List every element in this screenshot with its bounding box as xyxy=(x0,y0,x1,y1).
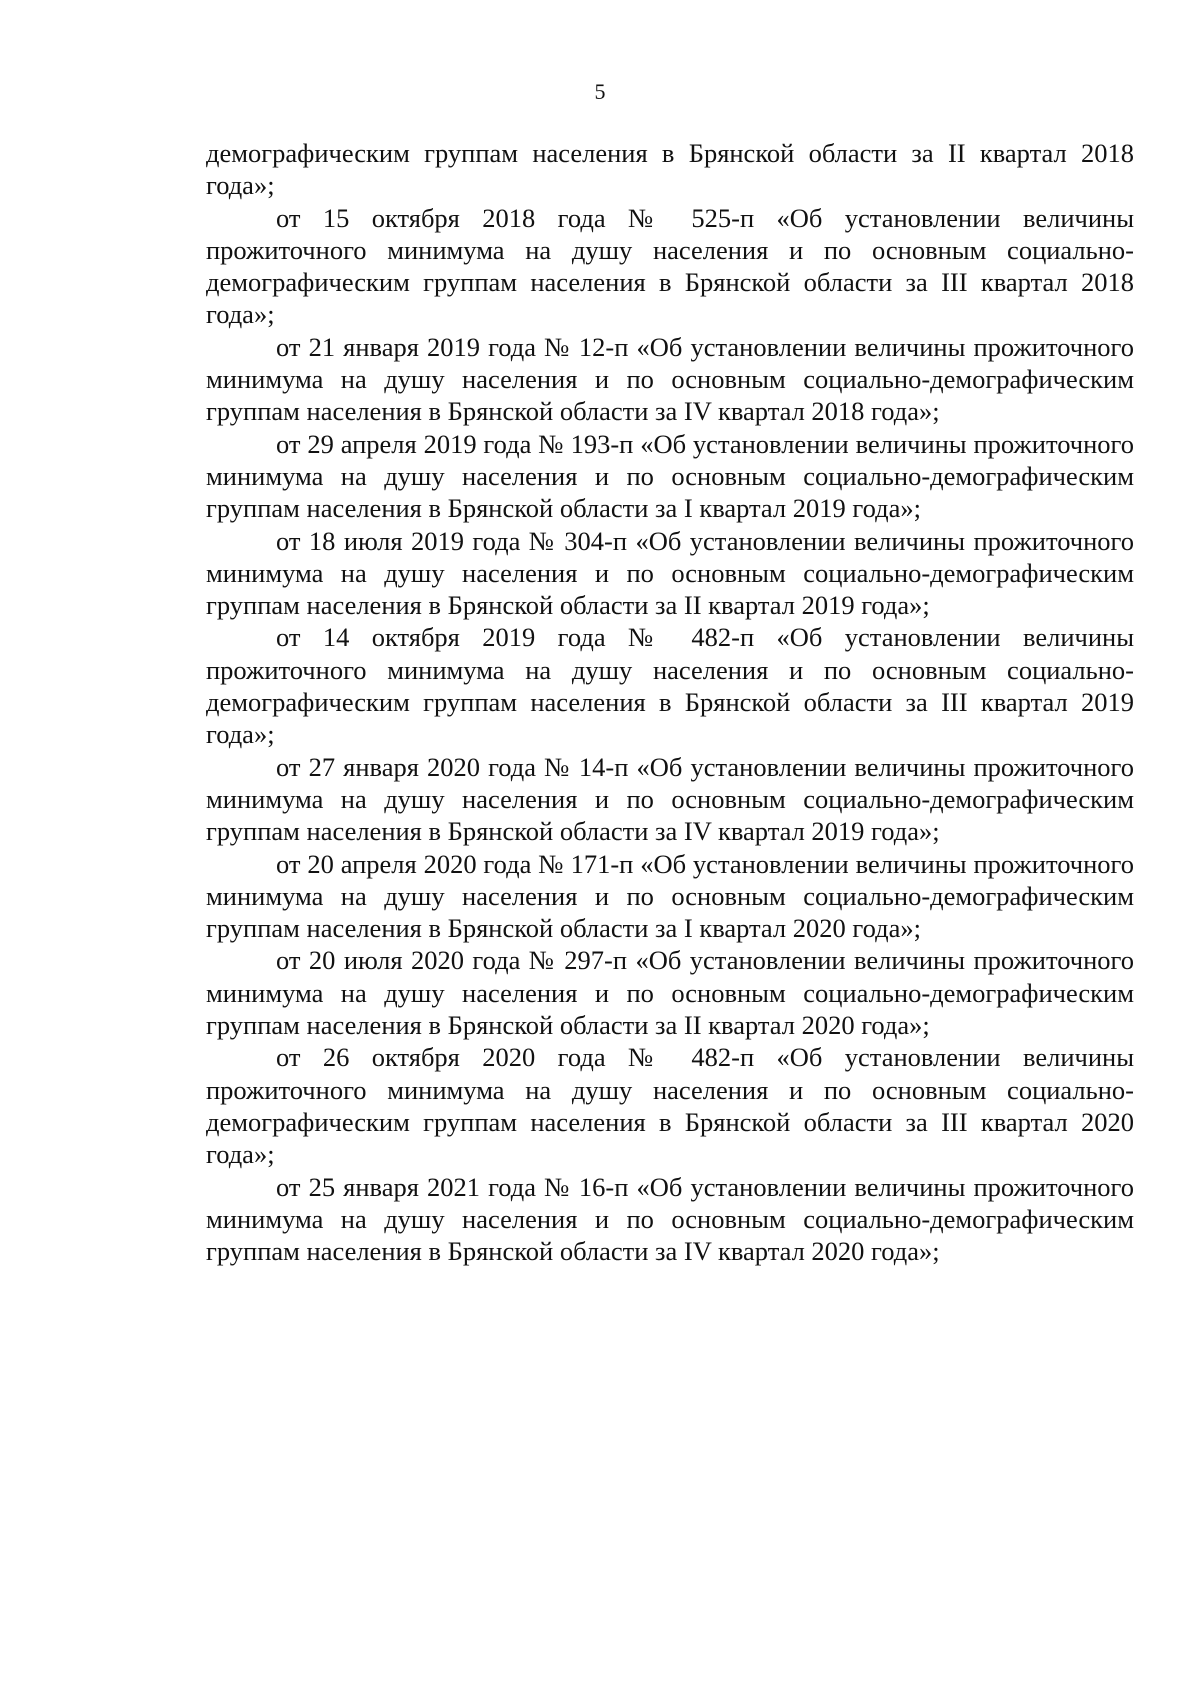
page-number: 5 xyxy=(594,79,606,104)
paragraph-decree: от 26 октября 2020 года № 482-п «Об установлении величины прожиточного минимума на душу населения и по основным социально-демографическим группам населения в Брянской области за III квартал 2020 года»; xyxy=(206,1042,1134,1170)
paragraph-decree: от 21 января 2019 года № 12-п «Об установлении величины прожиточного минимума на душу населения и по основным социально-демографическим группам населения в Брянской области за IV квартал 2018 года»; xyxy=(206,331,1134,427)
paragraph-decree: от 27 января 2020 года № 14-п «Об установлении величины прожиточного минимума на душу населения и по основным социально-демографическим группам населения в Брянской области за IV квартал 2019 года»; xyxy=(206,751,1134,847)
paragraph-decree: от 20 апреля 2020 года № 171-п «Об установлении величины прожиточного минимума на душу населения и по основным социально-демографическим группам населения в Брянской области за I квартал 2020 года»; xyxy=(206,848,1134,944)
paragraph-decree: от 18 июля 2019 года № 304-п «Об установлении величины прожиточного минимума на душу населения и по основным социально-демографическим группам населения в Брянской области за II квартал 2019 года»; xyxy=(206,525,1134,621)
paragraph-decree: от 25 января 2021 года № 16-п «Об установлении величины прожиточного минимума на душу населения и по основным социально-демографическим группам населения в Брянской области за IV квартал 2020 года»; xyxy=(206,1171,1134,1267)
document-body xyxy=(206,137,1134,1267)
paragraph-decree: от 20 июля 2020 года № 297-п «Об установлении величины прожиточного минимума на душу населения и по основным социально-демографическим группам населения в Брянской области за II квартал 2020 года»; xyxy=(206,945,1134,1041)
paragraph-decree: от 15 октября 2018 года № 525-п «Об установлении величины прожиточного минимума на душу населения и по основным социально-демографическим группам населения в Брянской области за III квартал 2018 года»; xyxy=(206,202,1134,330)
paragraph-decree: от 14 октября 2019 года № 482-п «Об установлении величины прожиточного минимума на душу населения и по основным социально-демографическим группам населения в Брянской области за III квартал 2019 года»; xyxy=(206,622,1134,750)
paragraph-continuation: демографическим группам населения в Брянской области за II квартал 2018 года»; xyxy=(206,138,1134,201)
paragraph-decree: от 29 апреля 2019 года № 193-п «Об установлении величины прожиточного минимума на душу населения и по основным социально-демографическим группам населения в Брянской области за I квартал 2019 года»; xyxy=(206,428,1134,524)
